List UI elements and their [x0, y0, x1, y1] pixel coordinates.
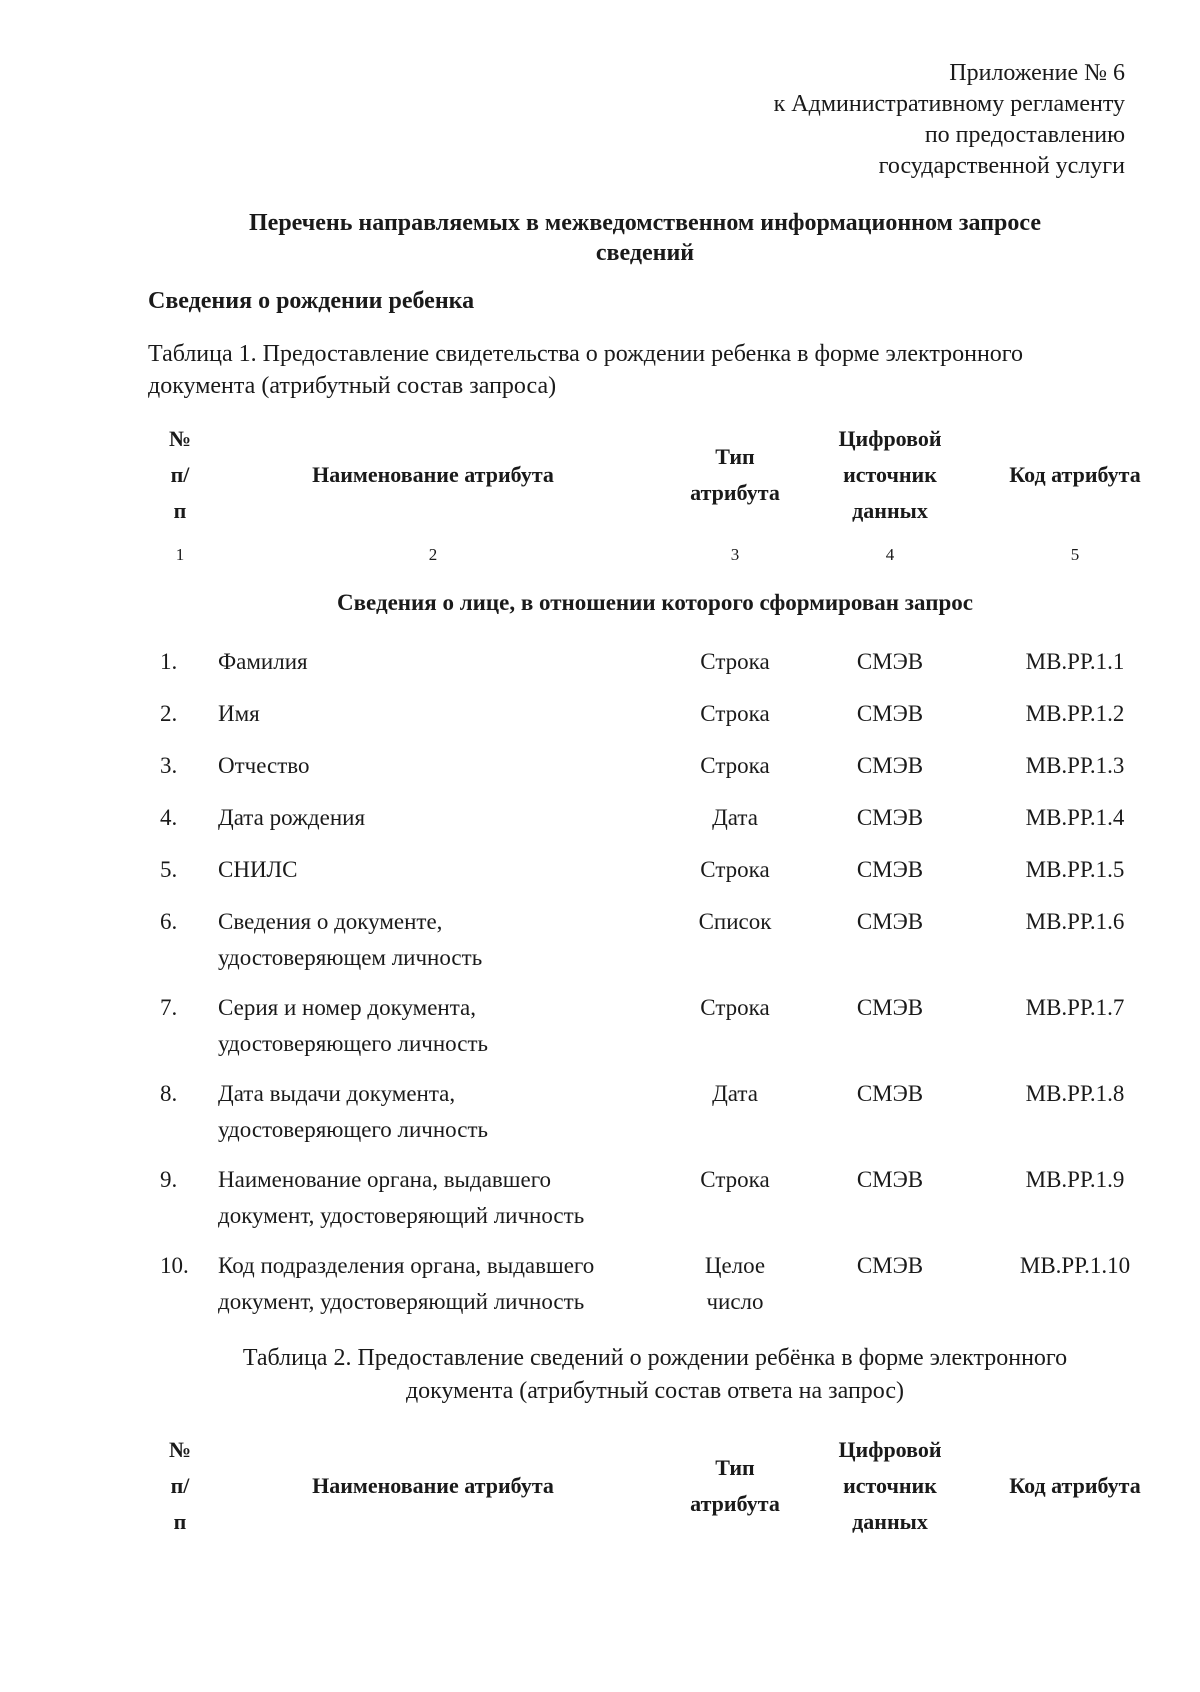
attribute-name: документ, удостоверяющий личность: [218, 1289, 585, 1314]
row-number: 2.: [160, 701, 178, 726]
attribute-code: МВ.РР.1.4: [1025, 805, 1125, 830]
row-number: 3.: [160, 753, 178, 778]
document-title-line: Перечень направляемых в межведомственном информационном запросе: [249, 210, 1041, 236]
header-num: №: [168, 426, 192, 451]
row-number: 1.: [160, 649, 178, 674]
attribute-type: число: [706, 1289, 764, 1314]
header-num: п: [173, 1509, 187, 1534]
table1-caption-line2: документа (атрибутный состав запроса): [148, 373, 557, 399]
attribute-type: Строка: [700, 649, 770, 674]
table1-caption: [148, 338, 1163, 402]
row-number: 5.: [160, 857, 178, 882]
header-source: источник: [843, 462, 937, 487]
appendix-line: по предоставлению: [924, 122, 1125, 148]
attribute-type: Строка: [700, 1167, 770, 1192]
header-source: данных: [852, 1509, 928, 1534]
appendix-line: государственной услуги: [878, 153, 1125, 179]
row-number: 6.: [160, 909, 178, 934]
column-number: 2: [428, 545, 438, 564]
table2-caption-line1: Таблица 2. Предоставление сведений о рождении ребёнка в форме электронного: [242, 1345, 1068, 1371]
row-number: 4.: [160, 805, 178, 830]
attribute-type: Дата: [712, 1081, 758, 1106]
data-source: СМЭВ: [856, 909, 924, 934]
attribute-type: Строка: [700, 995, 770, 1020]
header-num: п/: [170, 1473, 190, 1498]
attribute-code: МВ.РР.1.5: [1025, 857, 1125, 882]
attribute-name: документ, удостоверяющий личность: [218, 1203, 585, 1228]
appendix-note: [774, 58, 1125, 182]
appendix-line: Приложение № 6: [949, 60, 1125, 86]
data-source: СМЭВ: [856, 805, 924, 830]
attribute-code: МВ.РР.1.7: [1025, 995, 1125, 1020]
header-source: Цифровой: [838, 1437, 942, 1462]
attribute-name: Код подразделения органа, выдавшего: [218, 1253, 595, 1278]
header-type: атрибута: [690, 480, 780, 505]
data-source: СМЭВ: [856, 1253, 924, 1278]
attribute-code: МВ.РР.1.3: [1025, 753, 1125, 778]
appendix-line: к Административному регламенту: [773, 91, 1125, 117]
header-num: п: [173, 498, 187, 523]
header-source: данных: [852, 498, 928, 523]
header-source: Цифровой: [838, 426, 942, 451]
data-source: СМЭВ: [856, 995, 924, 1020]
attribute-type: Список: [698, 909, 772, 934]
attribute-type: Целое: [704, 1253, 766, 1278]
table2-caption: [150, 1342, 1160, 1408]
attribute-name: СНИЛС: [218, 857, 298, 882]
document-title-line: сведений: [595, 240, 695, 266]
section-heading: Сведения о рождении ребенка: [148, 288, 475, 314]
attribute-code: МВ.РР.1.2: [1025, 701, 1125, 726]
column-number: 4: [885, 545, 895, 564]
attribute-name: Наименование органа, выдавшего: [218, 1167, 552, 1192]
column-number: 1: [175, 545, 185, 564]
header-name: Наименование атрибута: [312, 1473, 554, 1498]
header-type: атрибута: [690, 1491, 780, 1516]
header-type: Тип: [715, 1455, 755, 1480]
row-number: 10.: [160, 1253, 189, 1278]
data-source: СМЭВ: [856, 857, 924, 882]
attribute-code: МВ.РР.1.8: [1025, 1081, 1125, 1106]
attribute-name: Серия и номер документа,: [218, 995, 477, 1020]
row-number: 7.: [160, 995, 178, 1020]
table2-caption-line2: документа (атрибутный состав ответа на запрос): [405, 1378, 905, 1404]
header-code: Код атрибута: [1009, 462, 1141, 487]
attribute-name: Дата выдачи документа,: [218, 1081, 456, 1106]
header-num: №: [168, 1437, 192, 1462]
table1-caption-line1: Таблица 1. Предоставление свидетельства о рождении ребенка в форме электронного: [148, 341, 1024, 367]
attribute-name: Имя: [218, 701, 260, 726]
attribute-name: Сведения о документе,: [218, 909, 443, 934]
column-number: 5: [1070, 545, 1080, 564]
data-source: СМЭВ: [856, 753, 924, 778]
column-number: 3: [730, 545, 740, 564]
attribute-name: удостоверяющем личность: [218, 945, 483, 970]
row-number: 9.: [160, 1167, 178, 1192]
data-source: СМЭВ: [856, 649, 924, 674]
row-number: 8.: [160, 1081, 178, 1106]
attribute-code: МВ.РР.1.9: [1025, 1167, 1125, 1192]
attribute-name: Отчество: [218, 753, 310, 778]
data-source: СМЭВ: [856, 701, 924, 726]
header-num: п/: [170, 462, 190, 487]
attribute-type: Строка: [700, 701, 770, 726]
attribute-type: Дата: [712, 805, 758, 830]
attribute-code: МВ.РР.1.1: [1025, 649, 1125, 674]
document-title: [205, 208, 1085, 268]
header-type: Тип: [715, 444, 755, 469]
attribute-name: удостоверяющего личность: [218, 1117, 488, 1142]
header-name: Наименование атрибута: [312, 462, 554, 487]
attribute-code: МВ.РР.1.10: [1019, 1253, 1131, 1278]
attribute-code: МВ.РР.1.6: [1025, 909, 1125, 934]
attribute-type: Строка: [700, 753, 770, 778]
attribute-name: удостоверяющего личность: [218, 1031, 488, 1056]
attribute-name: Фамилия: [218, 649, 308, 674]
attribute-name: Дата рождения: [218, 805, 366, 830]
data-source: СМЭВ: [856, 1167, 924, 1192]
data-source: СМЭВ: [856, 1081, 924, 1106]
header-code: Код атрибута: [1009, 1473, 1141, 1498]
table1-group-heading: Сведения о лице, в отношении которого сформирован запрос: [337, 590, 973, 615]
header-source: источник: [843, 1473, 937, 1498]
attribute-type: Строка: [700, 857, 770, 882]
